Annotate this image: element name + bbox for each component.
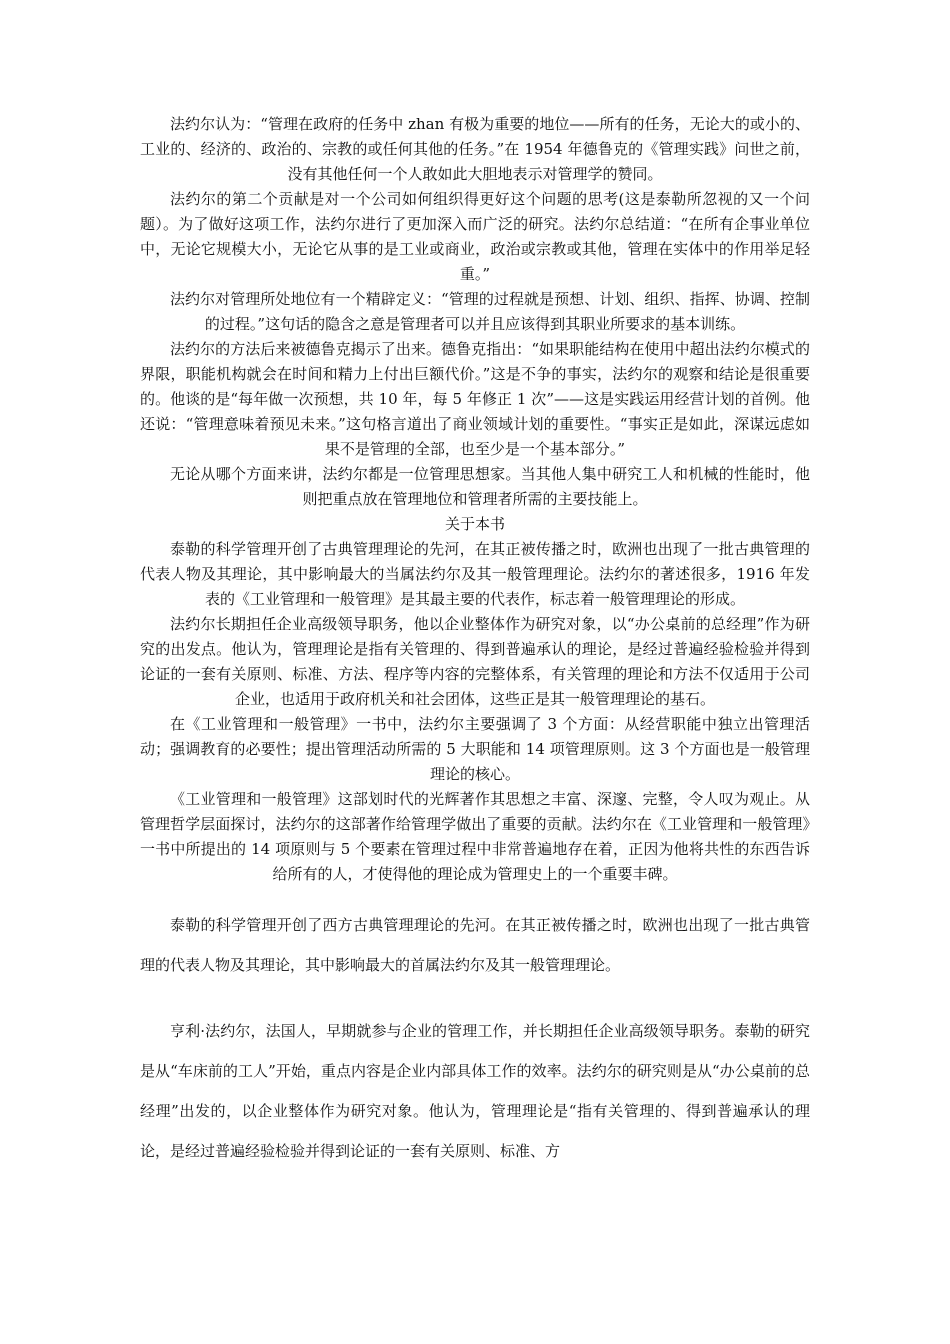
document-page: [140, 112, 810, 1171]
paragraph: 亨利·法约尔，法国人，早期就参与企业的管理工作，并长期担任企业高级领导职务。泰勒的研究是从“车床前的工人”开始，重点内容是企业内部具体工作的效率。法约尔的研究则是从“办公桌前的总经理”出发的，以企业整体作为研究对象。他认为，管理理论是“指有关管理的、得到普遍承认的理论，是经过普遍经验检验并得到论证的一套有关原则、标准、方: [140, 1022, 810, 1160]
paragraph: 法约尔对管理所处地位有一个精辟定义：“管理的过程就是预想、计划、组织、指挥、协调、控制的过程。”这句话的隐含之意是管理者可以并且应该得到其职业所要求的基本训练。: [170, 290, 810, 333]
paragraph: 《工业管理和一般管理》这部划时代的光辉著作其思想之丰富、深邃、完整，令人叹为观止。从管理哲学层面探讨，法约尔的这部著作给管理学做出了重要的贡献。法约尔在《工业管理和一般管理》一书中所提出的 14 项原则与 5 个要素在管理过程中非常普遍地存在着，正因为他将共性的东西告诉给所有的人，才使得他的理论成为管理史上的一个重要丰碑。: [140, 790, 810, 883]
paragraph: 法约尔的方法后来被德鲁克揭示了出来。德鲁克指出：“如果职能结构在使用中超出法约尔模式的界限，职能机构就会在时间和精力上付出巨额代价。”这是不争的事实，法约尔的观察和结论是很重要的。他谈的是“每年做一次预想，共 10 年，每 5 年修正 1 次”——这是实践运用经营计划的首例。他还说：“管理意味着预见未来。”这句格言道出了商业领域计划的重要性。“事实正是如此，深谋远虑如果不是管理的全部，也至少是一个基本部分。”: [140, 340, 810, 458]
paragraph: 泰勒的科学管理开创了古典管理理论的先河，在其正被传播之时，欧洲也出现了一批古典管理的代表人物及其理论，其中影响最大的当属法约尔及其一般管理理论。法约尔的著述很多，1916 年发表的《工业管理和一般管理》是其最主要的代表作，标志着一般管理理论的形成。: [140, 540, 810, 608]
paragraph: 法约尔认为：“管理在政府的任务中 zhan 有极为重要的地位——所有的任务，无论大的或小的、工业的、经济的、政治的、宗教的或任何其他的任务。”在 1954 年德鲁克的《管理实践》问世之前，没有其他任何一个人敢如此大胆地表示对管理学的赞同。: [140, 115, 810, 183]
section-title: 关于本书: [444, 515, 505, 533]
paragraph: 法约尔的第二个贡献是对一个公司如何组织得更好这个问题的思考(这是泰勒所忽视的又一个问题）。为了做好这项工作，法约尔进行了更加深入而广泛的研究。法约尔总结道：“在所有企事业单位中，无论它规模大小，无论它从事的是工业或商业，政治或宗教或其他，管理在实体中的作用举足轻重。”: [140, 190, 810, 283]
paragraph: 泰勒的科学管理开创了西方古典管理理论的先河。在其正被传播之时，欧洲也出现了一批古典管理的代表人物及其理论，其中影响最大的首属法约尔及其一般管理理论。: [140, 916, 810, 974]
paragraph: 无论从哪个方面来讲，法约尔都是一位管理思想家。当其他人集中研究工人和机械的性能时，他则把重点放在管理地位和管理者所需的主要技能上。: [170, 465, 810, 508]
paragraph: 在《工业管理和一般管理》一书中，法约尔主要强调了 3 个方面：从经营职能中独立出管理活动；强调教育的必要性；提出管理活动所需的 5 大职能和 14 项管理原则。这 3 个方面也是一般管理理论的核心。: [140, 715, 810, 783]
paragraph: 法约尔长期担任企业高级领导职务，他以企业整体作为研究对象，以“办公桌前的总经理”作为研究的出发点。他认为，管理理论是指有关管理的、得到普遍承认的理论，是经过普遍经验检验并得到论证的一套有关原则、标准、方法、程序等内容的完整体系，有关管理的理论和方法不仅适用于公司企业，也适用于政府机关和社会团体，这些正是其一般管理理论的基石。: [140, 615, 810, 708]
